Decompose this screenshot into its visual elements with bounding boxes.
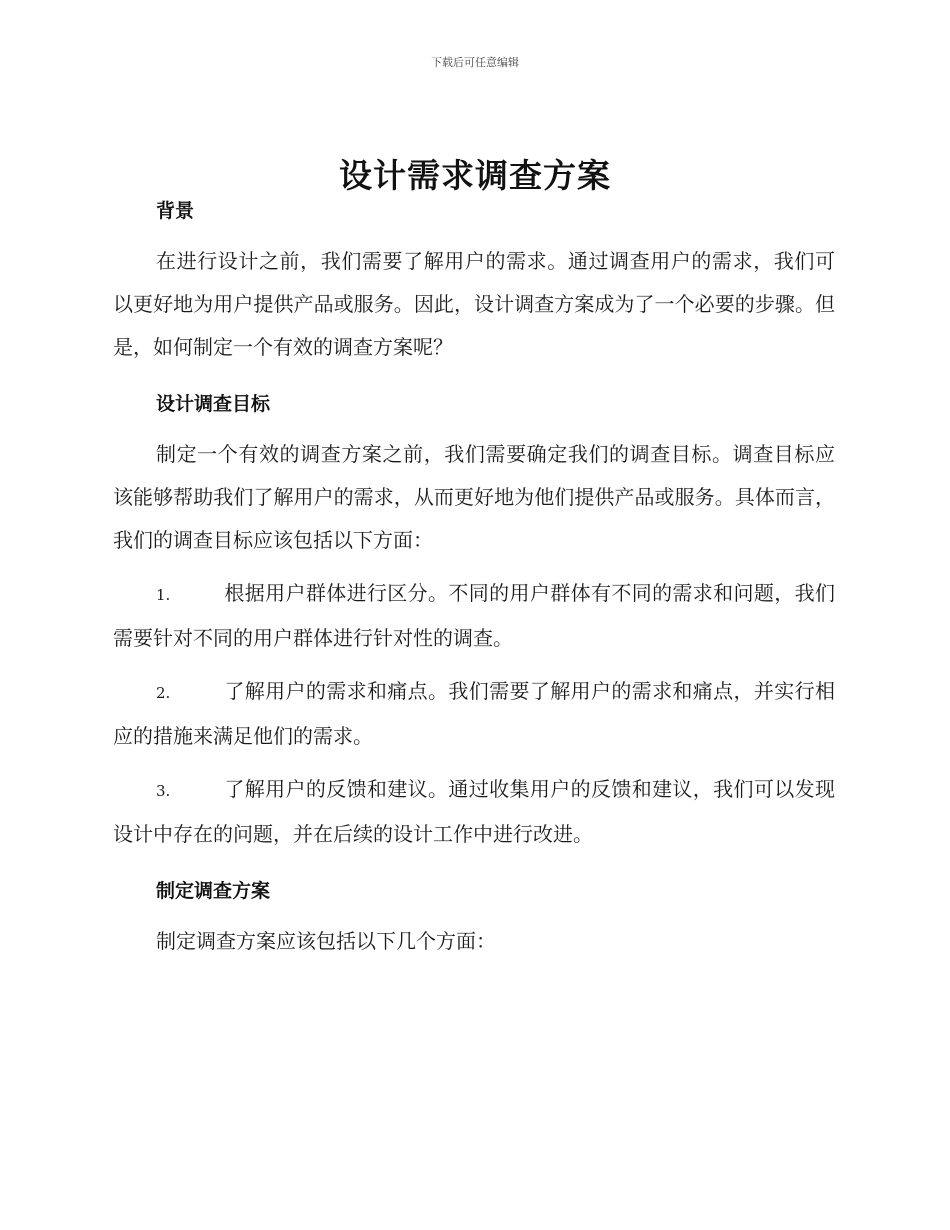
section-heading-plan: 制定调查方案 [156, 880, 271, 902]
section-heading-goals: 设计调查目标 [156, 393, 271, 415]
section-heading-background: 背景 [156, 200, 195, 222]
list-text: 根据用户群体进行区分。不同的用户群体有不同的需求和问题，我们需要针对不同的用户群体进行针对性的调查。 [113, 581, 835, 650]
list-text: 了解用户的反馈和建议。通过收集用户的反馈和建议，我们可以发现设计中存在的问题，并在后续的设计工作中进行改进。 [113, 777, 835, 846]
list-number: 3. [156, 782, 171, 800]
list-text: 了解用户的需求和痛点。我们需要了解用户的需求和痛点，并实行相应的措施来满足他们的需求。 [113, 679, 835, 748]
list-item [113, 670, 835, 758]
list-number: 2. [156, 684, 171, 702]
document-title: 设计需求调查方案 [339, 156, 611, 195]
list-item [113, 572, 835, 660]
list-number: 1. [156, 586, 171, 604]
paragraph-plan: 制定调查方案应该包括以下几个方面： [156, 929, 496, 953]
paragraph-background: 在进行设计之前，我们需要了解用户的需求。通过调查用户的需求，我们可以更好地为用户提供产品或服务。因此，设计调查方案成为了一个必要的步骤。但是，如何制定一个有效的调查方案呢？ [113, 249, 835, 359]
header-note: 下载后可任意编辑 [431, 56, 519, 69]
document-body [113, 196, 835, 963]
list-item [113, 768, 835, 856]
paragraph-goals: 制定一个有效的调查方案之前，我们需要确定我们的调查目标。调查目标应该能够帮助我们了解用户的需求，从而更好地为他们提供产品或服务。具体而言，我们的调查目标应该包括以下方面： [113, 442, 835, 552]
